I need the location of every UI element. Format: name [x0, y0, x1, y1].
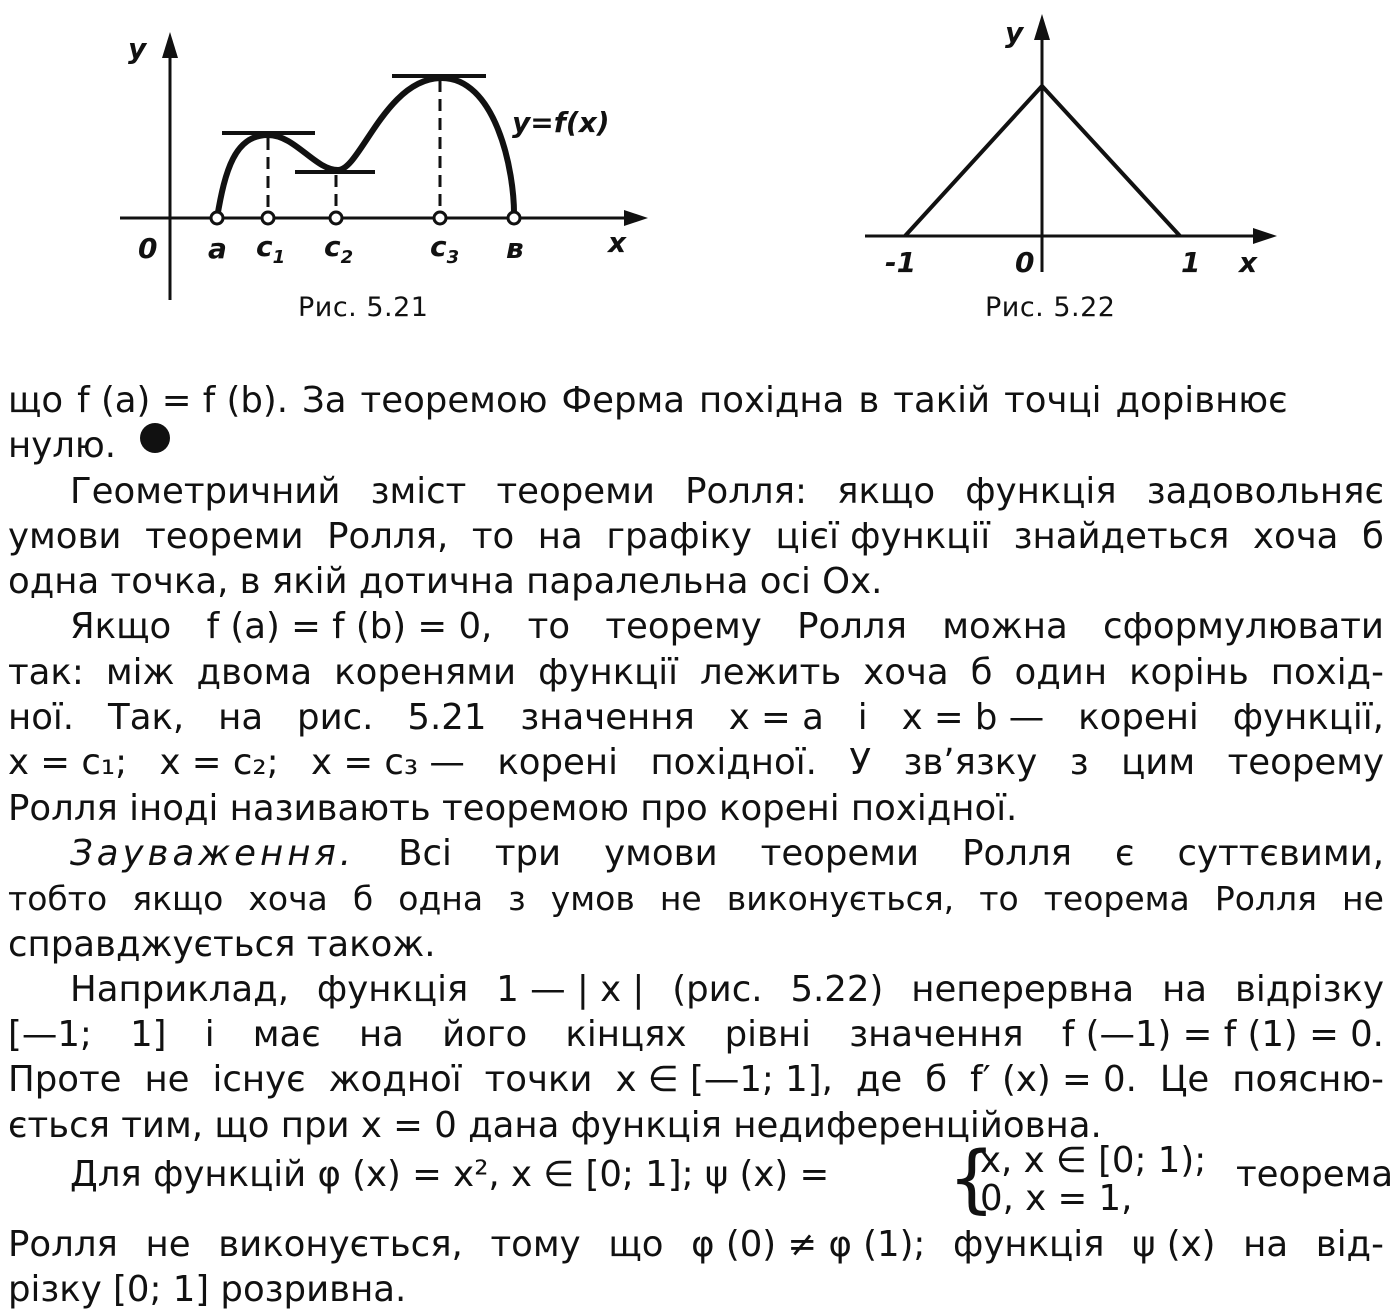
text-line: ється тим, що при x = 0 дана функція недиференційовна.	[8, 1104, 1102, 1146]
y-axis-arrow	[162, 32, 178, 58]
text-line: справджується також.	[8, 923, 436, 965]
body-text-end	[8, 1222, 1384, 1313]
text-line: Ролля іноді називають теоремою про корені похідної.	[8, 787, 1018, 829]
case-1: x, x ∈ [0; 1);	[980, 1140, 1207, 1181]
case-2: 0, x = 1,	[980, 1178, 1133, 1219]
text-line: різку [0; 1] розривна.	[8, 1269, 407, 1311]
text-line: Ролля не виконується, тому що φ (0) ≠ φ (1); функція ψ (x) на від-	[8, 1224, 1384, 1265]
y-label: y	[1005, 16, 1024, 49]
point-c3	[434, 212, 446, 224]
text-line: що f (a) = f (b). За теоремою Ферма похідна в такій точці дорівнює	[8, 380, 1288, 421]
text-line: Геометричний зміст теореми Ролля: якщо функція задовольняє	[70, 470, 1384, 512]
text-line: [—1; 1] і має на його кінцях рівні значення f (—1) = f (1) = 0.	[8, 1014, 1384, 1056]
c1-label: $c_1$	[256, 230, 286, 268]
text-line: Зауваження. Всі три умови теореми Ролля є суттєвими,	[70, 832, 1384, 874]
tick-pos1-label: 1	[1181, 246, 1201, 279]
x-axis-arrow	[1253, 228, 1277, 244]
figure-5-22-caption: Рис. 5.22	[985, 292, 1116, 323]
origin-label: 0	[138, 232, 158, 265]
text-line: Проте не існує жодної точки x ∈ [—1; 1], де б f′ (x) = 0. Це поясню-	[8, 1059, 1384, 1101]
text-line: так: між двома коренями функції лежить хоча б один корінь похід-	[8, 651, 1384, 693]
x-label: x	[1239, 246, 1258, 279]
a-label: a	[208, 232, 227, 265]
text-line: ної. Так, на рис. 5.21 значення x = a і x = b — корені функції,	[8, 697, 1384, 739]
b-label: в	[506, 232, 524, 265]
figure-5-21-caption: Рис. 5.21	[298, 292, 429, 323]
y-axis-arrow	[1034, 14, 1050, 40]
piecewise-prefix: Для функцій φ (x) = x², x ∈ [0; 1]; ψ (x) =	[70, 1154, 830, 1195]
function-label: y=f(x)	[512, 106, 610, 139]
end-of-proof-icon	[140, 423, 170, 453]
origin-label: 0	[1015, 246, 1035, 279]
piecewise-suffix: теорема	[1236, 1154, 1394, 1195]
point-b	[508, 212, 520, 224]
point-c2	[330, 212, 342, 224]
point-a	[211, 212, 223, 224]
c3-label: $c_3$	[430, 230, 460, 268]
text-line: Якщо f (a) = f (b) = 0, то теорему Ролля можна сформулювати	[70, 606, 1384, 648]
tick-neg1-label: -1	[885, 246, 917, 279]
text-line: Наприклад, функція 1 — | x | (рис. 5.22) неперервна на відрізку	[70, 968, 1384, 1010]
x-axis-arrow	[624, 210, 648, 226]
x-label: x	[608, 226, 627, 259]
curve-f	[217, 78, 514, 218]
text-line: тобто якщо хоча б одна з умов не виконується, то теорема Ролля не	[8, 879, 1384, 919]
figure-5-21	[110, 0, 670, 330]
body-text	[8, 378, 1384, 1148]
text-line: нулю.	[8, 423, 1384, 468]
piecewise-paragraph	[8, 1136, 1394, 1222]
text-line: x = c₁; x = c₂; x = c₃ — корені похідної. У зв’язку з цим теорему	[8, 742, 1384, 784]
c2-label: $c_2$	[324, 230, 354, 268]
text-line: одна точка, в якій дотична паралельна осі Ox.	[8, 561, 883, 603]
text-line: умови теореми Ролля, то на графіку цієї функції знайдеться хоча б	[8, 515, 1384, 557]
y-label: y	[128, 32, 147, 65]
figure-5-22	[855, 0, 1295, 330]
point-c1	[262, 212, 274, 224]
brace-icon: {	[948, 1136, 996, 1222]
